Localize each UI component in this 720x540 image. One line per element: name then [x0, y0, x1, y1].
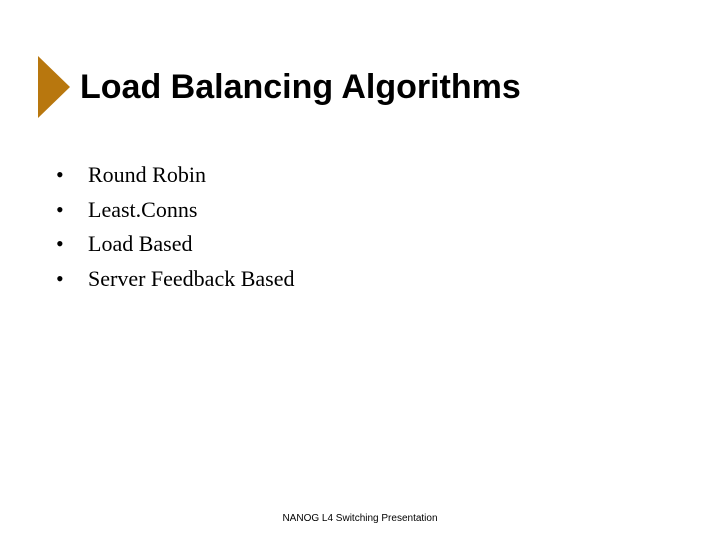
bullet-dot-icon: •: [56, 196, 64, 222]
bullet-text: Load Based: [88, 231, 193, 257]
slide-title: Load Balancing Algorithms: [80, 68, 521, 106]
bullet-dot-icon: •: [56, 231, 64, 257]
bullet-item: [56, 158, 294, 193]
slide-footer: NANOG L4 Switching Presentation: [282, 513, 438, 524]
bullet-list: [56, 158, 294, 296]
bullet-text: Least.Conns: [88, 196, 198, 222]
bullet-item: [56, 262, 294, 297]
bullet-item: [56, 227, 294, 262]
bullet-text: Server Feedback Based: [88, 265, 295, 291]
bullet-text: Round Robin: [88, 162, 206, 188]
bullet-dot-icon: •: [56, 162, 64, 188]
triangle-marker-icon: [38, 56, 70, 118]
bullet-item: [56, 193, 294, 228]
bullet-dot-icon: •: [56, 265, 64, 291]
